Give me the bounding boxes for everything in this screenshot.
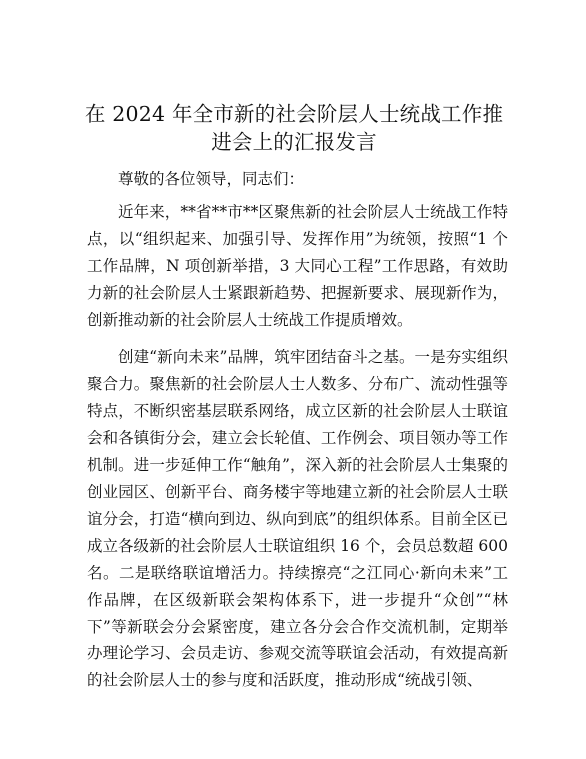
document-title: 在 2024 年全市新的社会阶层人士统战工作推进会上的汇报发言: [84, 102, 504, 154]
salutation: 尊敬的各位领导，同志们：: [118, 170, 305, 188]
document-body: [87, 166, 508, 705]
paragraph-brand: 创建“新向未来”品牌，筑牢团结奋斗之基。一是夯实组织聚合力。聚焦新的社会阶层人士人数多、分布广、流动性强等特点，不断织密基层联系网络，成立区新的社会阶层人士联谊会和各镇街分会，建立会长轮值、工作例会、项目领办等工作机制。进一步延伸工作“触角”，深入新的社会阶层人士集聚的创业园区、创新平台、商务楼宇等地建立新的社会阶层人士联谊分会，打造“横向到边、纵向到底”的组织体系。目前全区已成立各级新的社会阶层人士联谊组织 16 个，会员总数超 600 名。二是联络联谊增活力。持续擦亮“之江同心·新向未来”工作品牌，在区级新联会架构体系下，进一步提升“众创”“林下”等新联会分会紧密度，建立各分会合作交流机制，定期举办理论学习、会员走访、参观交流等联谊会活动，有效提高新的社会阶层人士的参与度和活跃度，推动形成“统战引领、: [87, 348, 508, 690]
paragraph-intro: 近年来，**省**市**区聚焦新的社会阶层人士统战工作特点，以“组织起来、加强引导、发挥作用”为统领，按照“1 个工作品牌，N 项创新举措，3 大同心工程”工作思路，有效助力新的社会阶层人士紧跟新趋势、把握新要求、展现新作为，创新推动新的社会阶层人士统战工作提质增效。: [87, 202, 508, 329]
